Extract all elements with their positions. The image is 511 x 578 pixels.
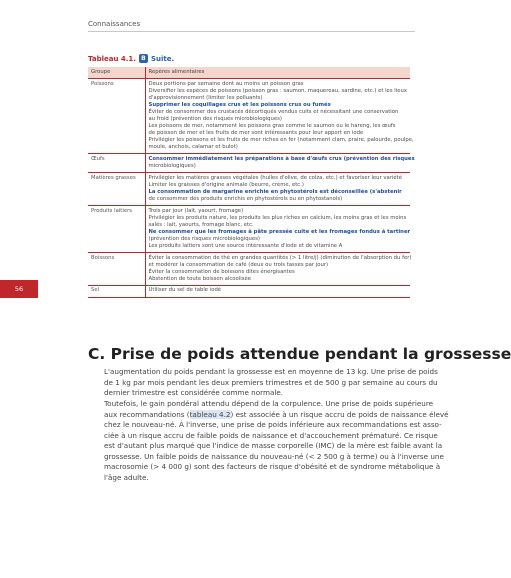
row-guidelines-cell bbox=[145, 154, 415, 173]
paragraph-2 bbox=[104, 399, 449, 483]
section-heading: C. Prise de poids attendue pendant la grossesse bbox=[88, 345, 511, 363]
guideline-line: Abstention de toute boisson alcoolisée bbox=[148, 275, 251, 282]
row-guidelines-cell bbox=[145, 79, 414, 154]
guideline-line: d'approvisionnement (limiter les polluants) bbox=[148, 94, 263, 101]
guideline-line: (prévention des risques microbiologiques) bbox=[148, 235, 260, 242]
table-caption bbox=[88, 54, 174, 63]
guideline-line: Supprimer les coquillages crus et les poissons crus ou fumés bbox=[148, 101, 331, 108]
paragraph-text: ) est associée à un risque accru de poids de naissance élevé bbox=[230, 409, 449, 419]
table-header-row bbox=[88, 67, 410, 79]
paragraph-line: l'âge adulte. bbox=[104, 472, 149, 482]
paragraph-line: macrosomie (> 4 000 g) sont des facteurs de risque d'obésité et de syndrome métabolique à bbox=[104, 462, 441, 471]
paragraph-text: aux recommandations ( bbox=[104, 409, 190, 419]
page-number: 56 bbox=[0, 280, 38, 298]
table-row bbox=[88, 253, 410, 286]
running-header: Connaissances bbox=[88, 20, 141, 28]
guideline-line: au froid (prévention des risques microbiologiques) bbox=[148, 115, 282, 122]
guideline-line: Privilégier les produits nature, les produits les plus riches en calcium, les moins gras et les moins bbox=[148, 214, 407, 221]
guideline-line: salés : lait, yaourts, fromage blanc, etc. bbox=[148, 221, 254, 228]
column-header-group: Groupe bbox=[88, 67, 145, 79]
guideline-line: Éviter la consommation de thé en grandes quantités (> 1 litre/j) (diminution de l'absorption du fer) bbox=[148, 254, 412, 261]
table-row bbox=[88, 79, 410, 154]
column-header-guidelines: Repères alimentaires bbox=[145, 67, 410, 79]
guideline-line: La consommation de margarine enrichie en phytostérols est déconseillée (s'abstenir bbox=[148, 188, 402, 195]
guideline-line: Limiter les graisses d'origine animale (beurre, crème, etc.) bbox=[148, 181, 304, 188]
paragraph-line: dernier trimestre est considérée comme normale. bbox=[104, 388, 284, 397]
guideline-line: Consommer immédiatement les préparations à base d'œufs crus (prévention des risques bbox=[148, 155, 415, 162]
guideline-line: Éviter la consommation de boissons dites énergisantes bbox=[148, 268, 295, 275]
food-guidelines-table bbox=[88, 67, 415, 298]
row-group-cell: Sel bbox=[88, 285, 145, 297]
guideline-line: Deux portions par semaine dont au moins un poisson gras bbox=[148, 80, 304, 87]
guideline-line: Utiliser du sel de table iodé bbox=[148, 287, 222, 294]
header-divider bbox=[88, 31, 415, 32]
paragraph-line: de 1 kg par mois pendant les deux premiers trimestres et de 500 g par semaine au cours du bbox=[104, 377, 438, 387]
row-guidelines-cell bbox=[145, 253, 410, 286]
guideline-line: de poisson de mer et les fruits de mer sont intéressants pour leur apport en iode bbox=[148, 130, 364, 137]
paragraph-line: ciée à un risque accru de faible poids de naissance et d'accouchement prématuré. Ce risque bbox=[104, 430, 438, 440]
row-guidelines-cell bbox=[145, 206, 410, 253]
table-row bbox=[88, 154, 410, 173]
table-caption-label: Tableau 4.1. bbox=[88, 54, 136, 63]
guideline-line: et modérer la consommation de café (deux ou trois tasses par jour) bbox=[148, 261, 329, 268]
row-group-cell: Œufs bbox=[88, 154, 145, 173]
guideline-line: Trois par jour (lait, yaourt, fromage) bbox=[148, 207, 244, 214]
guideline-line: Ne consommer que les fromages à pâte pressée cuite et les fromages fondus à tartiner bbox=[148, 228, 411, 235]
row-group-cell: Poissons bbox=[88, 79, 145, 154]
paragraph-line: chez le nouveau-né. À l'inverse, une prise de poids inférieure aux recommandations est asso- bbox=[104, 420, 442, 429]
paragraph-line: est d'autant plus marqué que l'indice de masse corporelle (IMC) de la mère est faible avant la bbox=[104, 441, 443, 450]
paragraph-line: Toutefois, le gain pondéral attendu dépend de la corpulence. Une prise de poids supérieure bbox=[104, 399, 434, 408]
paragraph-line: L'augmentation du poids pendant la grossesse est en moyenne de 13 kg. Une prise de poids bbox=[104, 367, 438, 376]
paragraph-line bbox=[104, 409, 449, 421]
guideline-line: Privilégier les matières grasses végétales (huiles d'olive, de colza, etc.) et favoriser leur variété bbox=[148, 174, 403, 181]
guideline-line: Éviter de consommer des crustacés décortiqués vendus cuits et nécessitant une conservation bbox=[148, 108, 399, 115]
guideline-line: moule, anchois, calamar et bulot) bbox=[148, 144, 238, 151]
guideline-line: Les poissons de mer, notamment les poissons gras comme le saumon ou le hareng, les œufs bbox=[148, 123, 396, 130]
row-guidelines-cell bbox=[145, 173, 410, 206]
level-badge: B bbox=[139, 54, 148, 63]
row-group-cell: Produits laitiers bbox=[88, 206, 145, 253]
table-row bbox=[88, 173, 410, 206]
row-group-cell: Matières grasses bbox=[88, 173, 145, 206]
table-row bbox=[88, 206, 410, 253]
table-reference-link[interactable]: tableau 4.2 bbox=[189, 409, 231, 419]
guideline-line: Diversifier les espèces de poissons (poisson gras : saumon, maquereau, sardine, etc.) et les lieux bbox=[148, 87, 407, 94]
table-row bbox=[88, 285, 410, 297]
paragraph-line: grossesse. Un faible poids de naissance du nouveau-né (< 2 500 g à terme) ou à l'inverse une bbox=[104, 451, 444, 461]
guideline-line: de consommer des produits enrichis en phytostérols ou en phytostanols) bbox=[148, 195, 343, 202]
row-group-cell: Boissons bbox=[88, 253, 145, 286]
row-guidelines-cell bbox=[145, 285, 410, 297]
paragraph-1 bbox=[104, 367, 438, 399]
guideline-line: Les produits laitiers sont une source intéressante d'iode et de vitamine A bbox=[148, 242, 343, 249]
guideline-line: microbiologiques) bbox=[148, 163, 196, 170]
guideline-line: Privilégier les poissons et les fruits de mer riches en fer (notamment clam, praire, palourde, poulpe, bbox=[148, 137, 414, 144]
table-caption-suffix: Suite. bbox=[150, 54, 175, 63]
